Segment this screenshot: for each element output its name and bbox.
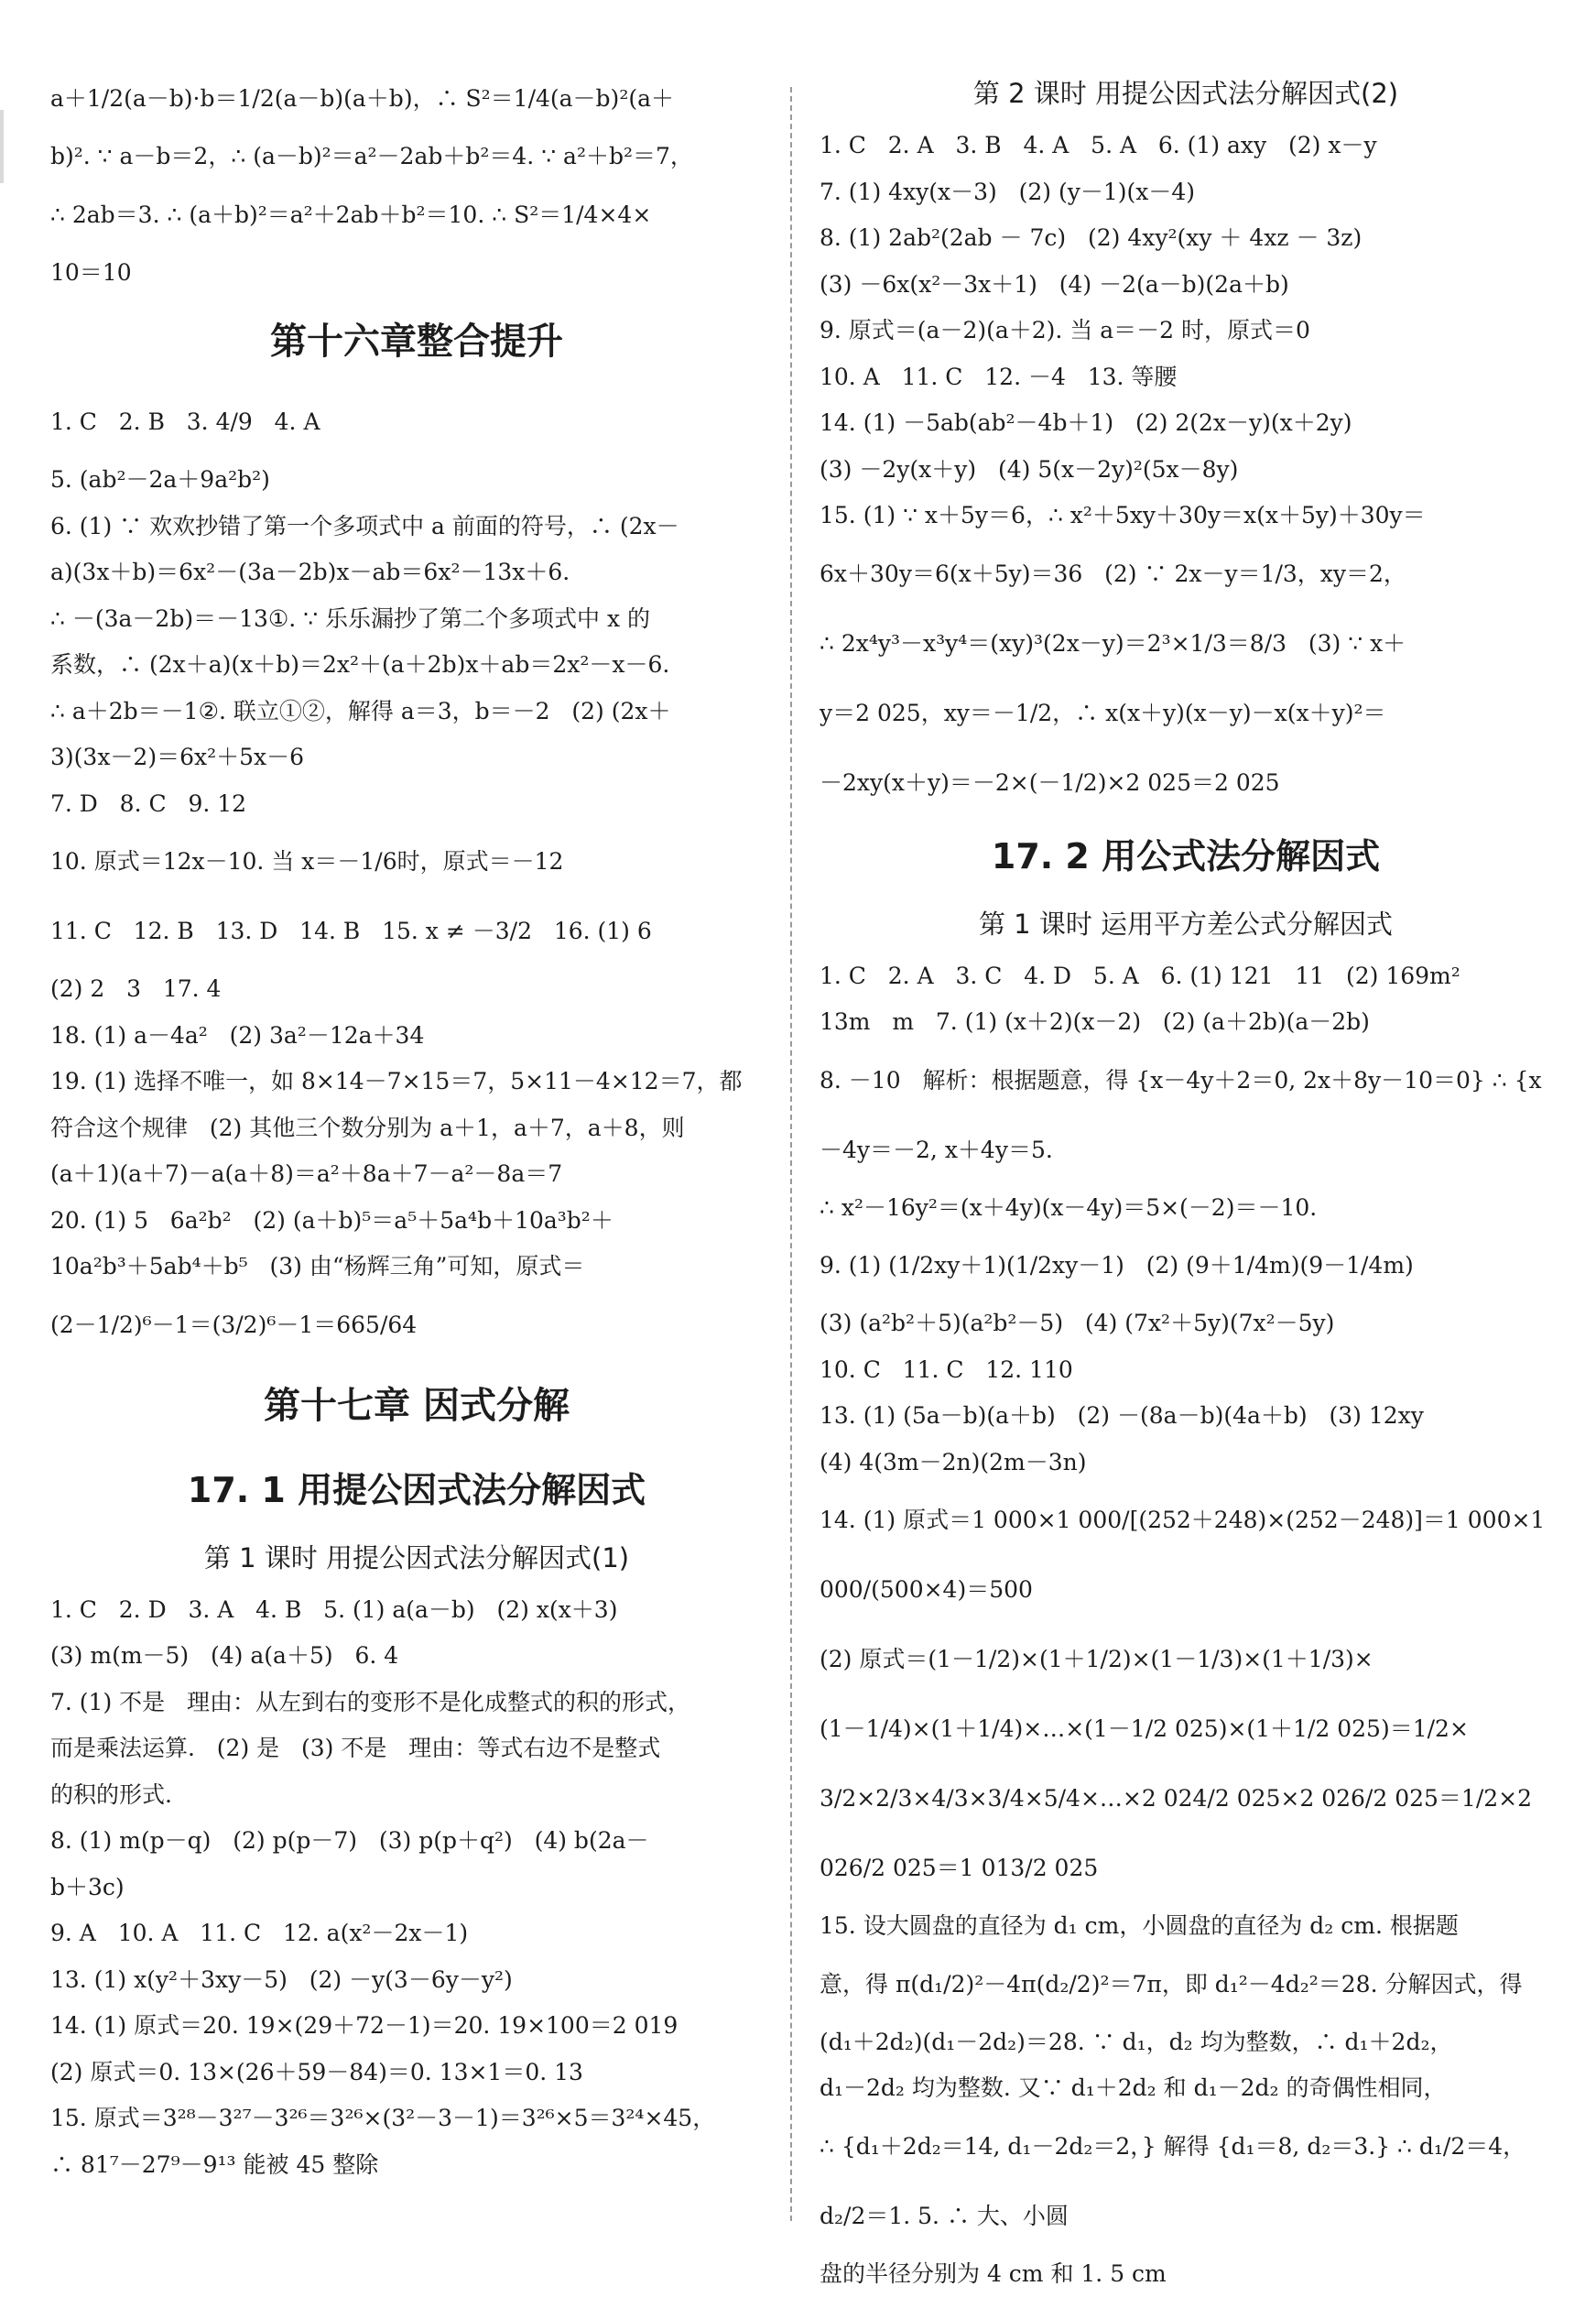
answer-line: 7. D 8. C 9. 12 xyxy=(50,781,783,828)
answer-line: 1. C 2. D 3. A 4. B 5. (1) a(a－b) (2) x(x＋3) xyxy=(50,1587,783,1634)
answer-line: (d₁＋2d₂)(d₁－2d₂)＝28. ∵ d₁，d₂ 均为整数，∴ d₁＋2d₂， xyxy=(820,2019,1552,2066)
answer-line: (2) 2 3 17. 4 xyxy=(50,966,783,1013)
answer-line: 9. (1) (1/2xy＋1)(1/2xy－1) (2) (9＋1/4m)(9－1/4m) xyxy=(820,1231,1552,1301)
answer-line: 10. C 11. C 12. 110 xyxy=(820,1347,1552,1394)
left-column xyxy=(50,64,783,2188)
answer-line: －2xy(x＋y)＝－2×(－1/2)×2 025＝2 025 xyxy=(820,748,1552,818)
answer-line: 9. 原式＝(a－2)(a＋2). 当 a＝－2 时，原式＝0 xyxy=(820,308,1552,354)
right-column xyxy=(820,64,1552,2297)
lesson-heading: 第 2 课时 用提公因式法分解因式(2) xyxy=(820,64,1552,123)
answer-line: 13. (1) x(y²＋3xy－5) (2) －y(3－6y－y²) xyxy=(50,1957,783,2004)
answer-line: 而是乘法运算. (2) 是 (3) 不是 理由：等式右边不是整式 xyxy=(50,1725,783,1772)
answer-line: 7. (1) 4xy(x－3) (2) (y－1)(x－4) xyxy=(820,169,1552,216)
answer-line: 的积的形式. xyxy=(50,1772,783,1819)
answer-line: 5. (ab²－2a＋9a²b²) xyxy=(50,457,783,504)
answer-line: 1. C 2. A 3. C 4. D 5. A 6. (1) 121 11 (2) 169m² xyxy=(820,953,1552,1000)
page-edge-mark xyxy=(0,110,4,183)
answer-line: 意，得 π(d₁/2)²－4π(d₂/2)²＝7π，即 d₁²－4d₂²＝28. 分解因式，得 xyxy=(820,1950,1552,2019)
answer-line: ∴ {d₁＋2d₂＝14, d₁－2d₂＝2，} 解得 {d₁＝8, d₂＝3.} ∴ d₁/2＝4，d₂/2＝1. 5. ∴ 大、小圆 xyxy=(820,2112,1552,2251)
answer-line: 13m m 7. (1) (x＋2)(x－2) (2) (a＋2b)(a－2b) xyxy=(820,999,1552,1046)
chapter-heading: 第十六章整合提升 xyxy=(50,296,783,387)
answer-line: 6. (1) ∵ 欢欢抄错了第一个多项式中 a 前面的符号，∴ (2x－ xyxy=(50,504,783,550)
answer-line: (3) －6x(x²－3x＋1) (4) －2(a－b)(2a＋b) xyxy=(820,262,1552,309)
answer-line: ∴ －(3a－2b)＝－13①. ∵ 乐乐漏抄了第二个多项式中 x 的 xyxy=(50,596,783,643)
answer-line: 11. C 12. B 13. D 14. B 15. x ≠ －3/2 16. (1) 6 xyxy=(50,897,783,966)
answer-line: 盘的半径分别为 4 cm 和 1. 5 cm xyxy=(820,2251,1552,2297)
answer-line: 8. (1) m(p－q) (2) p(p－7) (3) p(p＋q²) (4) b(2a－ xyxy=(50,1818,783,1865)
answer-line: b)². ∵ a－b＝2，∴ (a－b)²＝a²－2ab＋b²＝4. ∵ a²＋b²＝7， xyxy=(50,134,783,180)
answer-line: ∴ 2ab＝3. ∴ (a＋b)²＝a²＋2ab＋b²＝10. ∴ S²＝1/4×4× xyxy=(50,180,783,250)
answer-line: (3) －2y(x＋y) (4) 5(x－2y)²(5x－8y) xyxy=(820,447,1552,494)
answer-line: 10. 原式＝12x－10. 当 x＝－1/6时，原式＝－12 xyxy=(50,827,783,897)
answer-line: 8. (1) 2ab²(2ab － 7c) (2) 4xy²(xy ＋ 4xz － 3z) xyxy=(820,215,1552,262)
answer-line: 1. C 2. A 3. B 4. A 5. A 6. (1) axy (2) x－y xyxy=(820,123,1552,169)
answer-line: b＋3c) xyxy=(50,1865,783,1911)
answer-line: 15. (1) ∵ x＋5y＝6，∴ x²＋5xy＋30y＝x(x＋5y)＋30y＝ xyxy=(820,493,1552,539)
answer-line: 系数，∴ (2x＋a)(x＋b)＝2x²＋(a＋2b)x＋ab＝2x²－x－6. xyxy=(50,642,783,689)
answer-line: a)(3x＋b)＝6x²－(3a－2b)x－ab＝6x²－13x＋6. xyxy=(50,550,783,596)
answer-line: 20. (1) 5 6a²b² (2) (a＋b)⁵＝a⁵＋5a⁴b＋10a³b²＋ xyxy=(50,1198,783,1245)
answer-line: (1－1/4)×(1＋1/4)×…×(1－1/2 025)×(1＋1/2 025)＝1/2× xyxy=(820,1694,1552,1764)
answer-line: 10＝10 xyxy=(50,250,783,297)
answer-line: ∴ a＋2b＝－1②. 联立①②，解得 a＝3，b＝－2 (2) (2x＋ xyxy=(50,689,783,735)
answer-line: 14. (1) 原式＝1 000×1 000/[(252＋248)×(252－248)]＝1 000×1 000/(500×4)＝500 xyxy=(820,1486,1552,1625)
answer-line: 1. C 2. B 3. 4/9 4. A xyxy=(50,387,783,457)
column-divider xyxy=(790,87,792,2221)
answer-line: 15. 原式＝3²⁸－3²⁷－3²⁶＝3²⁶×(3²－3－1)＝3²⁶×5＝3²⁴×45， xyxy=(50,2096,783,2142)
answer-line: 15. 设大圆盘的直径为 d₁ cm，小圆盘的直径为 d₂ cm. 根据题 xyxy=(820,1903,1552,1950)
answer-line: (3) m(m－5) (4) a(a＋5) 6. 4 xyxy=(50,1633,783,1680)
answer-line: (2) 原式＝0. 13×(26＋59－84)＝0. 13×1＝0. 13 xyxy=(50,2050,783,2096)
answer-line: 3/2×2/3×4/3×3/4×5/4×…×2 024/2 025×2 026/2 025＝1/2×2 026/2 025＝1 013/2 025 xyxy=(820,1764,1552,1903)
section-heading: 17. 1 用提公因式法分解因式 xyxy=(50,1452,783,1529)
answer-line: 9. A 10. A 11. C 12. a(x²－2x－1) xyxy=(50,1911,783,1957)
answer-line: 14. (1) －5ab(ab²－4b＋1) (2) 2(2x－y)(x＋2y) xyxy=(820,400,1552,447)
answer-line: d₁－2d₂ 均为整数. 又∵ d₁＋2d₂ 和 d₁－2d₂ 的奇偶性相同， xyxy=(820,2065,1552,2112)
lesson-heading: 第 1 课时 运用平方差公式分解因式 xyxy=(820,895,1552,953)
section-heading: 17. 2 用公式法分解因式 xyxy=(820,818,1552,895)
answer-line: 13. (1) (5a－b)(a＋b) (2) －(8a－b)(4a＋b) (3) 12xy xyxy=(820,1393,1552,1440)
answer-line: 符合这个规律 (2) 其他三个数分别为 a＋1，a＋7，a＋8，则 xyxy=(50,1105,783,1152)
answer-line: 19. (1) 选择不唯一，如 8×14－7×15＝7，5×11－4×12＝7，都 xyxy=(50,1059,783,1105)
answer-line: 18. (1) a－4a² (2) 3a²－12a＋34 xyxy=(50,1013,783,1060)
answer-line: ∴ 81⁷－27⁹－9¹³ 能被 45 整除 xyxy=(50,2142,783,2189)
answer-line: 7. (1) 不是 理由：从左到右的变形不是化成整式的积的形式， xyxy=(50,1680,783,1726)
answer-line: (a＋1)(a＋7)－a(a＋8)＝a²＋8a＋7－a²－8a＝7 xyxy=(50,1151,783,1198)
answer-line: ∴ x²－16y²＝(x＋4y)(x－4y)＝5×(－2)＝－10. xyxy=(820,1185,1552,1232)
answer-line: (2) 原式＝(1－1/2)×(1＋1/2)×(1－1/3)×(1＋1/3)× xyxy=(820,1625,1552,1694)
answer-line: (3) (a²b²＋5)(a²b²－5) (4) (7x²＋5y)(7x²－5y) xyxy=(820,1301,1552,1347)
answer-line: (4) 4(3m－2n)(2m－3n) xyxy=(820,1440,1552,1486)
answer-line: ∴ 2x⁴y³－x³y⁴＝(xy)³(2x－y)＝2³×1/3＝8/3 (3) ∵ x＋ xyxy=(820,609,1552,679)
lesson-heading: 第 1 课时 用提公因式法分解因式(1) xyxy=(50,1529,783,1587)
answer-line: 14. (1) 原式＝20. 19×(29＋72－1)＝20. 19×100＝2 019 xyxy=(50,2003,783,2050)
answer-line: 10a²b³＋5ab⁴＋b⁵ (3) 由“杨辉三角”可知，原式＝ xyxy=(50,1244,783,1290)
answer-line: 6x＋30y＝6(x＋5y)＝36 (2) ∵ 2x－y＝1/3，xy＝2， xyxy=(820,539,1552,609)
answer-line: 10. A 11. C 12. －4 13. 等腰 xyxy=(820,354,1552,401)
chapter-heading: 第十七章 因式分解 xyxy=(50,1360,783,1452)
answer-line: a＋1/2(a－b)·b＝1/2(a－b)(a＋b)，∴ S²＝1/4(a－b)²(a＋ xyxy=(50,64,783,134)
answer-line: y＝2 025，xy＝－1/2，∴ x(x＋y)(x－y)－x(x＋y)²＝ xyxy=(820,679,1552,748)
answer-line: (2－1/2)⁶－1＝(3/2)⁶－1＝665/64 xyxy=(50,1290,783,1360)
answer-line: 3)(3x－2)＝6x²＋5x－6 xyxy=(50,735,783,781)
answer-line: 8. －10 解析：根据题意，得 {x－4y＋2＝0, 2x＋8y－10＝0} ∴ {x－4y＝－2, x＋4y＝5. xyxy=(820,1046,1552,1185)
